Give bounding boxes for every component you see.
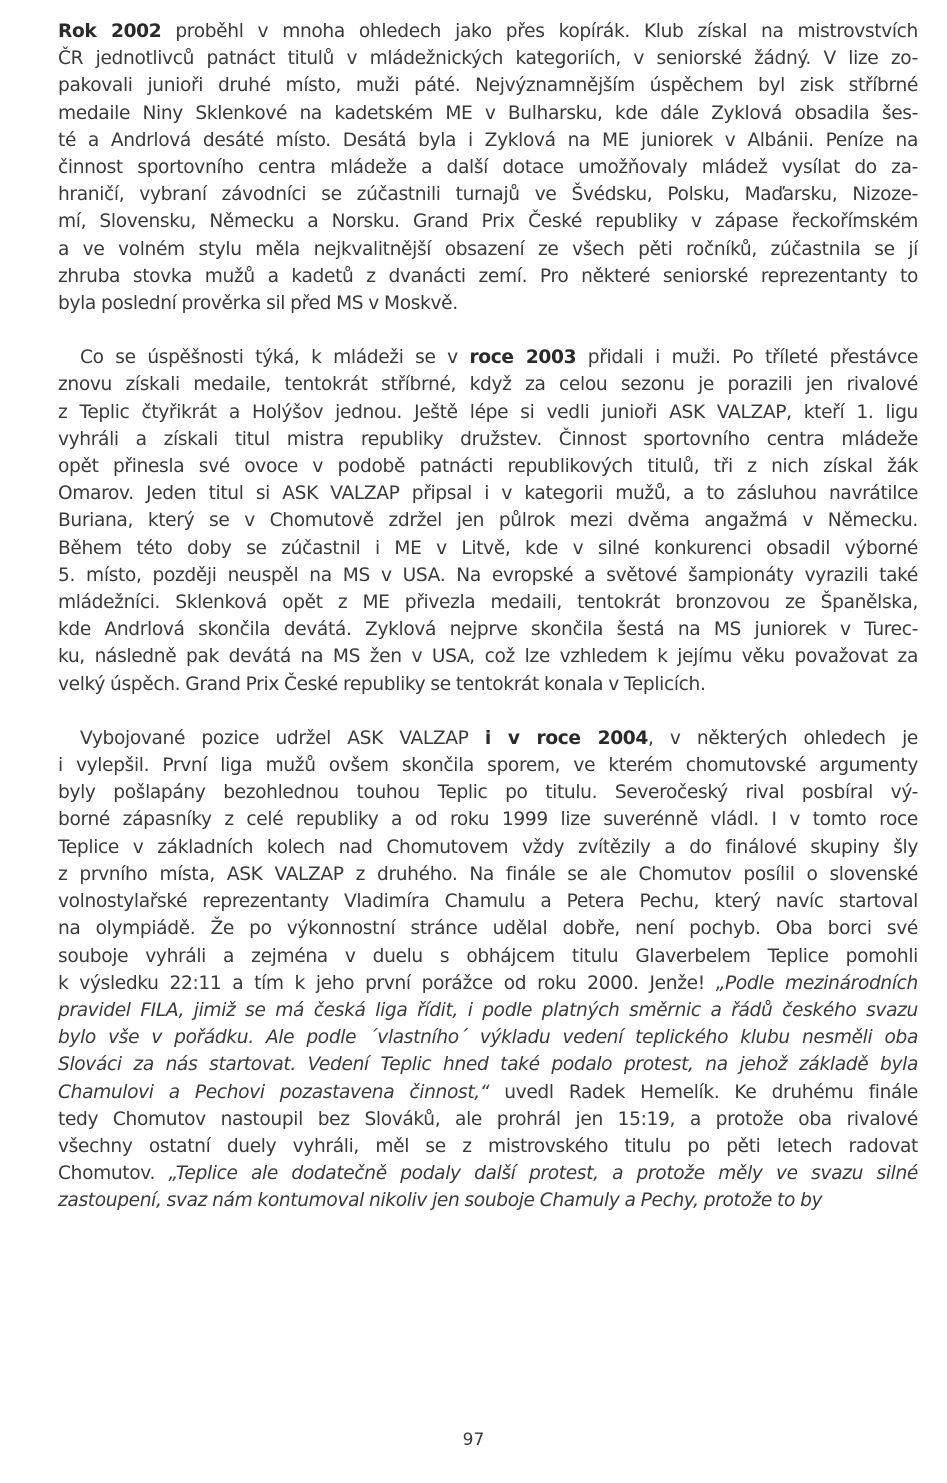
text-run: Buriana, který se v Chomutově zdržel jen půlrok mezi dvěma angažmá v Německu.: [58, 510, 918, 532]
text-run: , v některých ohledech je: [647, 727, 918, 749]
text-line: [58, 1051, 918, 1078]
bold-text: i v roce 2004: [484, 727, 648, 749]
text-line: [58, 100, 918, 127]
text-run: kde Andrlová skončila devátá. Zyklová nejprve skončila šestá na MS juniorek v Turec-: [58, 619, 918, 641]
text-run: znovu získali medaile, tentokrát stříbrné, když za celou sezonu je porazili jen rivalové: [58, 374, 918, 396]
text-line: [58, 834, 918, 861]
text-run: a ve volném stylu měla nejkvalitnější obsazení ze všech pěti ročníků, zúčastnila se jí: [58, 238, 918, 260]
text-line: [58, 643, 918, 670]
text-run: ČR jednotlivců patnáct titulů v mládežnických kategoriích, v seniorské žádný. V lize zo-: [58, 48, 918, 70]
text-line: [58, 806, 918, 833]
text-run: Chomutov.: [58, 1163, 169, 1185]
text-run: proběhl v mnoha ohledech jako přes kopírák. Klub získal na mistrovstvích: [161, 21, 918, 42]
text-line: [58, 970, 918, 997]
quoted-text: zastoupení, svaz nám kontumoval nikoliv jen souboje Chamuly a Pechy, protože to by: [58, 1190, 823, 1212]
text-line: [58, 1187, 918, 1214]
quoted-text: „Podle mezinárodních: [715, 972, 918, 994]
text-line: [58, 1160, 918, 1187]
text-line: [58, 1106, 918, 1133]
quoted-text: Slováci za nás startovat. Vedení Teplic hned také podalo protest, na jehož základě byla: [58, 1054, 918, 1076]
text-run: medaile Niny Sklenkové na kadetském ME v Bulharsku, kde dále Zyklová obsadila šes-: [58, 102, 918, 124]
text-line: [58, 997, 918, 1024]
text-line: [58, 290, 918, 317]
text-run: pakovali junioři druhé místo, muži páté. Nejvýznamnějším úspěchem byl zisk stříbrné: [58, 75, 918, 97]
text-line: [58, 1133, 918, 1160]
text-line: [58, 888, 918, 915]
text-line: [58, 779, 918, 806]
text-run: byly pošlapány bezohlednou touhou Teplic po titulu. Severočeský rival posbíral vý-: [58, 782, 918, 804]
text-line: [58, 18, 918, 45]
text-line: [58, 507, 918, 534]
text-run: Omarov. Jeden titul si ASK VALZAP připsal i v kategorii mužů, a to zásluhou navrátilce: [58, 483, 918, 505]
text-run: souboje vyhráli a zejména v duelu s obhájcem titulu Glaverbelem Teplice pomohli: [58, 945, 918, 967]
paragraph-2003: [58, 344, 918, 698]
text-line: [58, 236, 918, 263]
quoted-text: „Teplice ale dodatečně podaly další protest, a protože měly ve svazu silné: [168, 1163, 918, 1185]
text-line: [58, 344, 918, 371]
text-run: borné zápasníky z celé republiky a od roku 1999 lize suverénně vládl. I v tomto roce: [58, 809, 918, 831]
text-run: opět přinesla své ovoce v podobě patnácti republikových titulů, tři z nich získal žák: [58, 456, 918, 478]
text-run: všechny ostatní duely vyhráli, měl se z mistrovského titulu po pěti letech radovat: [58, 1135, 918, 1157]
page-number: 97: [462, 1430, 485, 1450]
quoted-text: Chamulovi a Pechovi pozastavena činnost,“: [58, 1081, 490, 1103]
text-run: byla poslední prověrka sil před MS v Moskvě.: [58, 293, 458, 315]
text-run: hraničí, vybraní závodníci se zúčastnili turnajů ve Švédsku, Polsku, Maďarsku, Nizoze-: [58, 184, 918, 206]
text-run: tedy Chomutov nastoupil bez Slováků, ale prohrál jen 15:19, a protože oba rivalové: [58, 1108, 918, 1130]
text-line: [58, 371, 918, 398]
bold-text: roce 2003: [469, 347, 577, 369]
quoted-text: pravidel FILA, jimiž se má česká liga řídit, i podle platných směrnic a řádů českého svazu: [58, 999, 918, 1021]
text-run: velký úspěch. Grand Prix České republiky se tentokrát konala v Teplicích.: [58, 673, 706, 695]
bold-text: Rok 2002: [58, 21, 162, 42]
text-line: [58, 480, 918, 507]
text-run: ku, následně pak devátá na MS žen v USA, což lze vzhledem k jejímu věku považovat za: [58, 646, 918, 668]
text-line: [58, 45, 918, 72]
text-run: Během této doby se zúčastnil i ME v Litvě, kde v silné konkurenci obsadil výborné: [58, 537, 918, 559]
text-run: zhruba stovka mužů a kadetů z dvanácti zemí. Pro některé seniorské reprezentanty to: [58, 265, 918, 287]
text-run: přidali i muži. Po tříleté přestávce: [576, 347, 918, 369]
text-line: [58, 915, 918, 942]
text-line: [58, 616, 918, 643]
text-line: [58, 861, 918, 888]
text-run: z prvního místa, ASK VALZAP z druhého. Na finále se ale Chomutov posílil o slovenské: [58, 863, 918, 885]
paragraph-2004: [58, 725, 918, 1215]
text-line: [58, 154, 918, 181]
quoted-text: bylo vše v pořádku. Ale podle ´vlastního´ výkladu vedení teplického klubu nesměli oba: [58, 1027, 918, 1049]
text-run: mí, Slovensku, Německu a Norsku. Grand Prix České republiky v zápase řeckořímském: [58, 211, 918, 233]
text-line: [58, 589, 918, 616]
text-run: mládežníci. Sklenková opět z ME přivezla medaili, tentokrát bronzovou ze Španělska,: [58, 592, 918, 614]
text-run: na olympiádě. Že po výkonnostní stránce udělal dobře, není pochyb. Oba borci své: [58, 918, 918, 940]
text-run: vyhráli a získali titul mistra republiky družstev. Činnost sportovního centra mládeže: [58, 428, 918, 450]
text-line: [58, 72, 918, 99]
text-line: [58, 399, 918, 426]
text-line: [58, 1024, 918, 1051]
text-line: [58, 535, 918, 562]
text-line: [58, 208, 918, 235]
text-run: Teplice v základních kolech nad Chomutovem vždy zvítězily a do finálové skupiny šly: [58, 836, 918, 858]
text-line: [58, 671, 918, 698]
text-run: Vybojované pozice udržel ASK VALZAP: [80, 727, 485, 749]
text-line: [58, 943, 918, 970]
text-run: z Teplic čtyřikrát a Holýšov jednou. Ještě lépe si vedli junioři ASK VALZAP, kteří 1. ligu: [58, 401, 918, 423]
document-body: [58, 18, 918, 1215]
text-line: [58, 426, 918, 453]
text-run: uvedl Radek Hemelík. Ke druhému finále: [489, 1081, 918, 1103]
text-run: k výsledku 22:11 a tím k jeho první porážce od roku 2000. Jenže!: [58, 972, 716, 994]
text-line: [58, 263, 918, 290]
text-line: [58, 181, 918, 208]
text-line: [58, 752, 918, 779]
text-run: i vylepšil. První liga mužů ovšem skončila sporem, ve kterém chomutovské argumenty: [58, 755, 918, 777]
text-run: volnostylařské reprezentanty Vladimíra Chamulu a Petera Pechu, který navíc startoval: [58, 891, 918, 913]
text-run: 5. místo, později neuspěl na MS v USA. Na evropské a světové šampionáty vyrazili také: [58, 564, 918, 586]
text-line: [58, 453, 918, 480]
text-line: [58, 562, 918, 589]
text-run: té a Andrlová desáté místo. Desátá byla i Zyklová na ME juniorek v Albánii. Peníze na: [58, 129, 918, 151]
text-line: [58, 725, 918, 752]
text-line: [58, 1079, 918, 1106]
text-run: Co se úspěšnosti týká, k mládeži se v: [80, 347, 470, 369]
text-line: [58, 127, 918, 154]
text-run: činnost sportovního centra mládeže a další dotace umožňovaly mládež vysílat do za-: [58, 157, 918, 179]
paragraph-2002: [58, 18, 918, 317]
